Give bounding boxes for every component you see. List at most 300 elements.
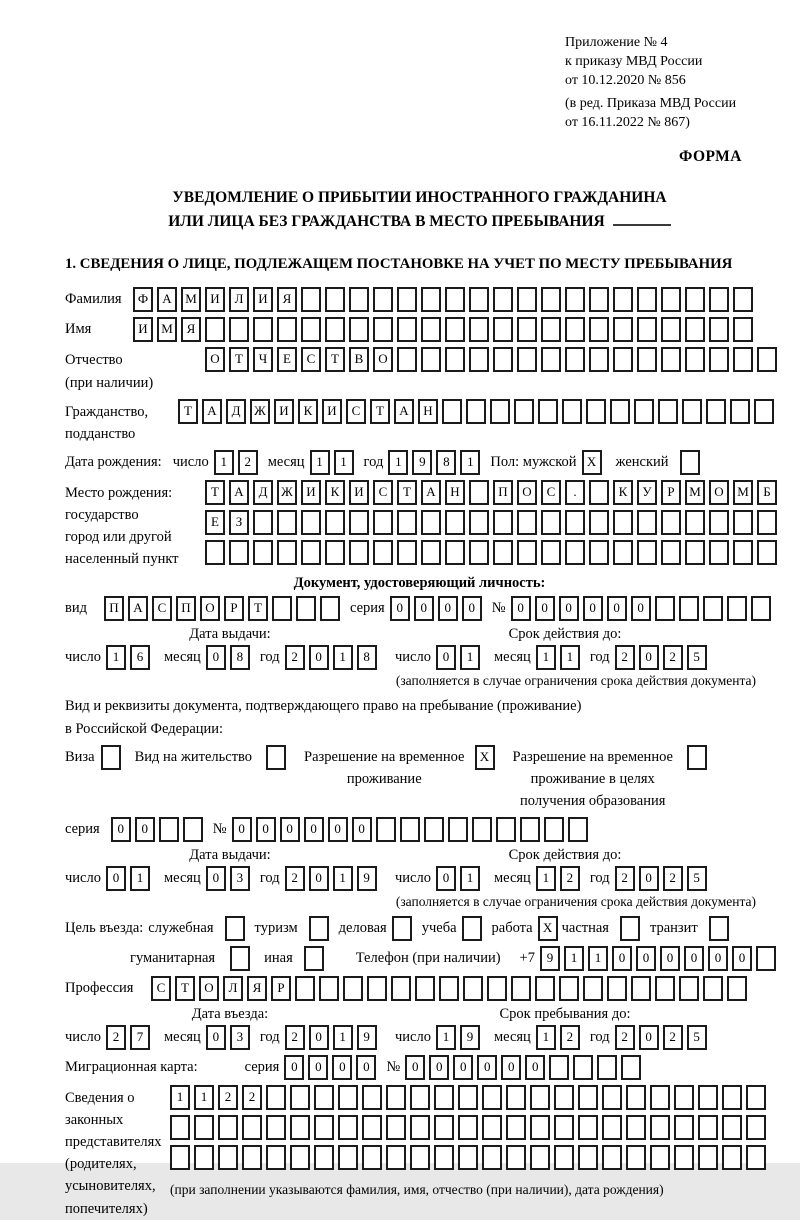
form-cell[interactable] — [565, 317, 585, 342]
form-cell[interactable] — [541, 540, 561, 565]
form-cell[interactable] — [397, 540, 417, 565]
form-cell[interactable]: 0 — [135, 817, 155, 842]
form-cell[interactable]: 0 — [535, 596, 555, 621]
form-cell[interactable] — [469, 317, 489, 342]
form-cell[interactable]: 1 — [310, 450, 330, 475]
form-cell[interactable] — [541, 510, 561, 535]
form-cell[interactable]: И — [205, 287, 225, 312]
form-cell[interactable] — [746, 1115, 766, 1140]
form-cell[interactable]: И — [274, 399, 294, 424]
form-cell[interactable]: О — [517, 480, 537, 505]
form-cell[interactable]: X — [582, 450, 602, 475]
form-cell[interactable] — [309, 916, 329, 941]
form-cell[interactable] — [679, 976, 699, 1001]
form-cell[interactable]: 2 — [615, 645, 635, 670]
form-cell[interactable]: 1 — [214, 450, 234, 475]
form-cell[interactable] — [314, 1115, 334, 1140]
form-cell[interactable] — [538, 399, 558, 424]
form-cell[interactable]: П — [104, 596, 124, 621]
form-cell[interactable]: Е — [277, 347, 297, 372]
form-cell[interactable] — [392, 916, 412, 941]
form-cell[interactable] — [511, 976, 531, 1001]
form-cell[interactable] — [722, 1115, 742, 1140]
form-cell[interactable] — [439, 976, 459, 1001]
form-cell[interactable] — [397, 510, 417, 535]
form-cell[interactable]: Ф — [133, 287, 153, 312]
form-cell[interactable] — [253, 540, 273, 565]
form-cell[interactable]: А — [157, 287, 177, 312]
form-cell[interactable]: 0 — [583, 596, 603, 621]
form-cell[interactable] — [482, 1085, 502, 1110]
form-cell[interactable] — [253, 317, 273, 342]
form-cell[interactable] — [757, 540, 777, 565]
form-cell[interactable] — [343, 976, 363, 1001]
form-cell[interactable] — [458, 1115, 478, 1140]
form-cell[interactable]: О — [709, 480, 729, 505]
form-cell[interactable] — [554, 1145, 574, 1170]
form-cell[interactable] — [205, 317, 225, 342]
form-cell[interactable] — [733, 317, 753, 342]
form-cell[interactable] — [620, 916, 640, 941]
form-cell[interactable] — [290, 1145, 310, 1170]
form-cell[interactable] — [746, 1085, 766, 1110]
form-cell[interactable]: 1 — [536, 1025, 556, 1050]
form-cell[interactable] — [386, 1085, 406, 1110]
form-cell[interactable]: Ж — [250, 399, 270, 424]
form-cell[interactable]: А — [394, 399, 414, 424]
form-cell[interactable] — [685, 510, 705, 535]
form-cell[interactable]: 0 — [436, 645, 456, 670]
form-cell[interactable]: 0 — [405, 1055, 425, 1080]
form-cell[interactable]: 1 — [536, 645, 556, 670]
form-cell[interactable] — [301, 287, 321, 312]
form-cell[interactable] — [272, 596, 292, 621]
form-cell[interactable]: 8 — [436, 450, 456, 475]
form-cell[interactable] — [397, 317, 417, 342]
form-cell[interactable]: А — [421, 480, 441, 505]
form-cell[interactable] — [373, 540, 393, 565]
form-cell[interactable]: 0 — [390, 596, 410, 621]
form-cell[interactable] — [549, 1055, 569, 1080]
form-cell[interactable] — [349, 510, 369, 535]
form-cell[interactable] — [301, 510, 321, 535]
form-cell[interactable]: 0 — [356, 1055, 376, 1080]
form-cell[interactable]: 2 — [663, 866, 683, 891]
form-cell[interactable] — [589, 480, 609, 505]
form-cell[interactable] — [462, 916, 482, 941]
form-cell[interactable]: 2 — [285, 866, 305, 891]
form-cell[interactable]: Т — [205, 480, 225, 505]
form-cell[interactable]: З — [229, 510, 249, 535]
form-cell[interactable]: 0 — [232, 817, 252, 842]
form-cell[interactable] — [650, 1145, 670, 1170]
form-cell[interactable]: 0 — [660, 946, 680, 971]
form-cell[interactable] — [733, 287, 753, 312]
form-cell[interactable] — [458, 1085, 478, 1110]
form-cell[interactable] — [589, 287, 609, 312]
form-cell[interactable] — [674, 1145, 694, 1170]
form-cell[interactable] — [746, 1145, 766, 1170]
form-cell[interactable] — [709, 510, 729, 535]
form-cell[interactable] — [541, 347, 561, 372]
form-cell[interactable] — [296, 596, 316, 621]
form-cell[interactable] — [397, 287, 417, 312]
form-cell[interactable] — [733, 510, 753, 535]
form-cell[interactable]: Е — [205, 510, 225, 535]
form-cell[interactable]: 1 — [560, 645, 580, 670]
form-cell[interactable] — [655, 976, 675, 1001]
form-cell[interactable] — [290, 1085, 310, 1110]
form-cell[interactable] — [602, 1085, 622, 1110]
form-cell[interactable] — [679, 596, 699, 621]
form-cell[interactable] — [266, 1145, 286, 1170]
form-cell[interactable] — [338, 1145, 358, 1170]
form-cell[interactable]: С — [373, 480, 393, 505]
form-cell[interactable] — [290, 1115, 310, 1140]
form-cell[interactable]: Т — [178, 399, 198, 424]
form-cell[interactable] — [170, 1145, 190, 1170]
form-cell[interactable] — [349, 287, 369, 312]
form-cell[interactable] — [445, 287, 465, 312]
form-cell[interactable]: О — [200, 596, 220, 621]
form-cell[interactable] — [661, 317, 681, 342]
form-cell[interactable] — [559, 976, 579, 1001]
form-cell[interactable] — [631, 976, 651, 1001]
form-cell[interactable] — [674, 1115, 694, 1140]
form-cell[interactable]: 0 — [106, 866, 126, 891]
form-cell[interactable]: 0 — [332, 1055, 352, 1080]
form-cell[interactable]: С — [346, 399, 366, 424]
form-cell[interactable]: И — [349, 480, 369, 505]
form-cell[interactable] — [568, 817, 588, 842]
form-cell[interactable]: 0 — [284, 1055, 304, 1080]
form-cell[interactable] — [613, 510, 633, 535]
form-cell[interactable] — [472, 817, 492, 842]
form-cell[interactable]: 1 — [564, 946, 584, 971]
form-cell[interactable] — [391, 976, 411, 1001]
form-cell[interactable]: 0 — [429, 1055, 449, 1080]
form-cell[interactable]: 1 — [460, 645, 480, 670]
form-cell[interactable]: И — [253, 287, 273, 312]
form-cell[interactable] — [225, 916, 245, 941]
form-cell[interactable] — [685, 540, 705, 565]
form-cell[interactable] — [655, 596, 675, 621]
form-cell[interactable] — [325, 540, 345, 565]
form-cell[interactable] — [325, 287, 345, 312]
form-cell[interactable]: Л — [223, 976, 243, 1001]
form-cell[interactable] — [613, 287, 633, 312]
form-cell[interactable] — [218, 1145, 238, 1170]
form-cell[interactable]: Д — [226, 399, 246, 424]
form-cell[interactable] — [703, 596, 723, 621]
form-cell[interactable] — [554, 1115, 574, 1140]
form-cell[interactable]: 2 — [663, 645, 683, 670]
form-cell[interactable]: 0 — [304, 817, 324, 842]
form-cell[interactable]: 0 — [309, 1025, 329, 1050]
form-cell[interactable] — [448, 817, 468, 842]
form-cell[interactable] — [544, 817, 564, 842]
form-cell[interactable] — [386, 1145, 406, 1170]
form-cell[interactable] — [362, 1145, 382, 1170]
form-cell[interactable]: Я — [247, 976, 267, 1001]
form-cell[interactable]: 0 — [607, 596, 627, 621]
form-cell[interactable]: 2 — [106, 1025, 126, 1050]
form-cell[interactable] — [400, 817, 420, 842]
form-cell[interactable]: 2 — [285, 1025, 305, 1050]
form-cell[interactable]: 1 — [460, 866, 480, 891]
form-cell[interactable] — [445, 540, 465, 565]
form-cell[interactable] — [445, 347, 465, 372]
form-cell[interactable]: 9 — [357, 1025, 377, 1050]
form-cell[interactable] — [589, 540, 609, 565]
form-cell[interactable]: 0 — [477, 1055, 497, 1080]
form-cell[interactable] — [706, 399, 726, 424]
form-cell[interactable]: 8 — [230, 645, 250, 670]
form-cell[interactable] — [266, 745, 286, 770]
form-cell[interactable]: М — [733, 480, 753, 505]
form-cell[interactable]: 2 — [285, 645, 305, 670]
form-cell[interactable] — [727, 976, 747, 1001]
form-cell[interactable]: 0 — [438, 596, 458, 621]
form-cell[interactable] — [517, 287, 537, 312]
form-cell[interactable] — [482, 1145, 502, 1170]
form-cell[interactable] — [376, 817, 396, 842]
form-cell[interactable] — [421, 287, 441, 312]
form-cell[interactable] — [597, 1055, 617, 1080]
form-cell[interactable] — [410, 1085, 430, 1110]
form-cell[interactable] — [565, 347, 585, 372]
form-cell[interactable] — [410, 1115, 430, 1140]
form-cell[interactable] — [424, 817, 444, 842]
form-cell[interactable] — [469, 347, 489, 372]
form-cell[interactable] — [661, 287, 681, 312]
form-cell[interactable] — [493, 317, 513, 342]
form-cell[interactable]: 0 — [708, 946, 728, 971]
form-cell[interactable]: Я — [277, 287, 297, 312]
form-cell[interactable]: 0 — [631, 596, 651, 621]
form-cell[interactable] — [541, 287, 561, 312]
form-cell[interactable]: К — [613, 480, 633, 505]
form-cell[interactable]: И — [301, 480, 321, 505]
form-cell[interactable] — [661, 540, 681, 565]
form-cell[interactable] — [530, 1115, 550, 1140]
form-cell[interactable] — [338, 1085, 358, 1110]
form-cell[interactable] — [626, 1115, 646, 1140]
form-cell[interactable] — [698, 1145, 718, 1170]
form-cell[interactable] — [506, 1115, 526, 1140]
form-cell[interactable]: 0 — [309, 866, 329, 891]
form-cell[interactable] — [367, 976, 387, 1001]
form-cell[interactable] — [101, 745, 121, 770]
form-cell[interactable]: Р — [271, 976, 291, 1001]
form-cell[interactable] — [626, 1085, 646, 1110]
form-cell[interactable] — [586, 399, 606, 424]
form-cell[interactable] — [242, 1145, 262, 1170]
form-cell[interactable] — [685, 347, 705, 372]
form-cell[interactable]: П — [493, 480, 513, 505]
form-cell[interactable]: Т — [229, 347, 249, 372]
form-cell[interactable] — [517, 317, 537, 342]
form-cell[interactable] — [637, 510, 657, 535]
form-cell[interactable]: И — [133, 317, 153, 342]
form-cell[interactable] — [493, 510, 513, 535]
form-cell[interactable]: И — [322, 399, 342, 424]
form-cell[interactable] — [530, 1145, 550, 1170]
form-cell[interactable] — [304, 946, 324, 971]
form-cell[interactable]: 2 — [242, 1085, 262, 1110]
form-cell[interactable] — [421, 317, 441, 342]
form-cell[interactable] — [205, 540, 225, 565]
form-cell[interactable] — [421, 540, 441, 565]
form-cell[interactable]: 1 — [333, 866, 353, 891]
form-cell[interactable]: М — [181, 287, 201, 312]
form-cell[interactable]: 0 — [256, 817, 276, 842]
form-cell[interactable] — [490, 399, 510, 424]
form-cell[interactable]: О — [205, 347, 225, 372]
form-cell[interactable] — [373, 317, 393, 342]
form-cell[interactable] — [733, 540, 753, 565]
form-cell[interactable] — [314, 1085, 334, 1110]
form-cell[interactable] — [709, 540, 729, 565]
form-cell[interactable]: К — [325, 480, 345, 505]
form-cell[interactable] — [362, 1115, 382, 1140]
form-cell[interactable] — [277, 317, 297, 342]
form-cell[interactable]: . — [565, 480, 585, 505]
form-cell[interactable] — [685, 287, 705, 312]
form-cell[interactable]: 5 — [687, 866, 707, 891]
form-cell[interactable]: 3 — [230, 866, 250, 891]
form-cell[interactable] — [709, 317, 729, 342]
form-cell[interactable] — [320, 596, 340, 621]
form-cell[interactable] — [445, 317, 465, 342]
form-cell[interactable] — [757, 347, 777, 372]
form-cell[interactable]: Т — [370, 399, 390, 424]
form-cell[interactable]: Д — [253, 480, 273, 505]
form-cell[interactable] — [415, 976, 435, 1001]
form-cell[interactable] — [445, 510, 465, 535]
form-cell[interactable]: 0 — [612, 946, 632, 971]
form-cell[interactable]: X — [538, 916, 558, 941]
form-cell[interactable]: 9 — [357, 866, 377, 891]
form-cell[interactable]: 0 — [732, 946, 752, 971]
form-cell[interactable]: 0 — [280, 817, 300, 842]
form-cell[interactable] — [218, 1115, 238, 1140]
form-cell[interactable]: 0 — [309, 645, 329, 670]
form-cell[interactable]: О — [199, 976, 219, 1001]
form-cell[interactable] — [535, 976, 555, 1001]
form-cell[interactable]: С — [152, 596, 172, 621]
form-cell[interactable] — [517, 347, 537, 372]
form-cell[interactable] — [722, 1085, 742, 1110]
form-cell[interactable]: 1 — [333, 645, 353, 670]
form-cell[interactable]: 1 — [460, 450, 480, 475]
form-cell[interactable]: 0 — [308, 1055, 328, 1080]
form-cell[interactable] — [506, 1085, 526, 1110]
form-cell[interactable]: 1 — [588, 946, 608, 971]
form-cell[interactable] — [349, 540, 369, 565]
form-cell[interactable] — [458, 1145, 478, 1170]
form-cell[interactable] — [685, 317, 705, 342]
form-cell[interactable] — [637, 287, 657, 312]
form-cell[interactable] — [410, 1145, 430, 1170]
form-cell[interactable] — [589, 317, 609, 342]
form-cell[interactable]: 6 — [130, 645, 150, 670]
form-cell[interactable] — [442, 399, 462, 424]
form-cell[interactable] — [751, 596, 771, 621]
form-cell[interactable]: Т — [248, 596, 268, 621]
form-cell[interactable]: Т — [175, 976, 195, 1001]
form-cell[interactable] — [578, 1085, 598, 1110]
form-cell[interactable]: А — [229, 480, 249, 505]
form-cell[interactable] — [386, 1115, 406, 1140]
form-cell[interactable]: 0 — [684, 946, 704, 971]
form-cell[interactable] — [541, 317, 561, 342]
form-cell[interactable]: 0 — [511, 596, 531, 621]
form-cell[interactable] — [194, 1145, 214, 1170]
form-cell[interactable]: 1 — [333, 1025, 353, 1050]
form-cell[interactable] — [469, 540, 489, 565]
form-cell[interactable]: 2 — [560, 1025, 580, 1050]
form-cell[interactable] — [487, 976, 507, 1001]
form-cell[interactable] — [301, 540, 321, 565]
form-cell[interactable] — [562, 399, 582, 424]
form-cell[interactable]: 1 — [334, 450, 354, 475]
form-cell[interactable]: Т — [325, 347, 345, 372]
form-cell[interactable] — [517, 510, 537, 535]
form-cell[interactable] — [325, 317, 345, 342]
form-cell[interactable] — [602, 1115, 622, 1140]
form-cell[interactable]: А — [202, 399, 222, 424]
form-cell[interactable] — [421, 347, 441, 372]
form-cell[interactable] — [266, 1115, 286, 1140]
form-cell[interactable] — [613, 347, 633, 372]
form-cell[interactable] — [626, 1145, 646, 1170]
form-cell[interactable] — [589, 510, 609, 535]
form-cell[interactable] — [230, 946, 250, 971]
form-cell[interactable] — [578, 1115, 598, 1140]
form-cell[interactable] — [637, 540, 657, 565]
form-cell[interactable] — [349, 317, 369, 342]
form-cell[interactable]: 0 — [501, 1055, 521, 1080]
form-cell[interactable]: 0 — [639, 1025, 659, 1050]
form-cell[interactable]: 1 — [388, 450, 408, 475]
form-cell[interactable]: 5 — [687, 645, 707, 670]
form-cell[interactable] — [514, 399, 534, 424]
form-cell[interactable] — [610, 399, 630, 424]
form-cell[interactable] — [397, 347, 417, 372]
form-cell[interactable]: С — [151, 976, 171, 1001]
form-cell[interactable]: С — [301, 347, 321, 372]
form-cell[interactable] — [170, 1115, 190, 1140]
form-cell[interactable]: 0 — [639, 645, 659, 670]
form-cell[interactable] — [373, 510, 393, 535]
form-cell[interactable] — [520, 817, 540, 842]
form-cell[interactable] — [687, 745, 707, 770]
form-cell[interactable]: Ч — [253, 347, 273, 372]
form-cell[interactable] — [493, 287, 513, 312]
form-cell[interactable] — [434, 1145, 454, 1170]
form-cell[interactable] — [373, 287, 393, 312]
form-cell[interactable]: 1 — [170, 1085, 190, 1110]
form-cell[interactable] — [434, 1115, 454, 1140]
form-cell[interactable] — [506, 1145, 526, 1170]
form-cell[interactable] — [661, 347, 681, 372]
form-cell[interactable]: 0 — [206, 866, 226, 891]
form-cell[interactable]: Р — [224, 596, 244, 621]
form-cell[interactable] — [434, 1085, 454, 1110]
form-cell[interactable]: К — [298, 399, 318, 424]
form-cell[interactable]: 0 — [636, 946, 656, 971]
